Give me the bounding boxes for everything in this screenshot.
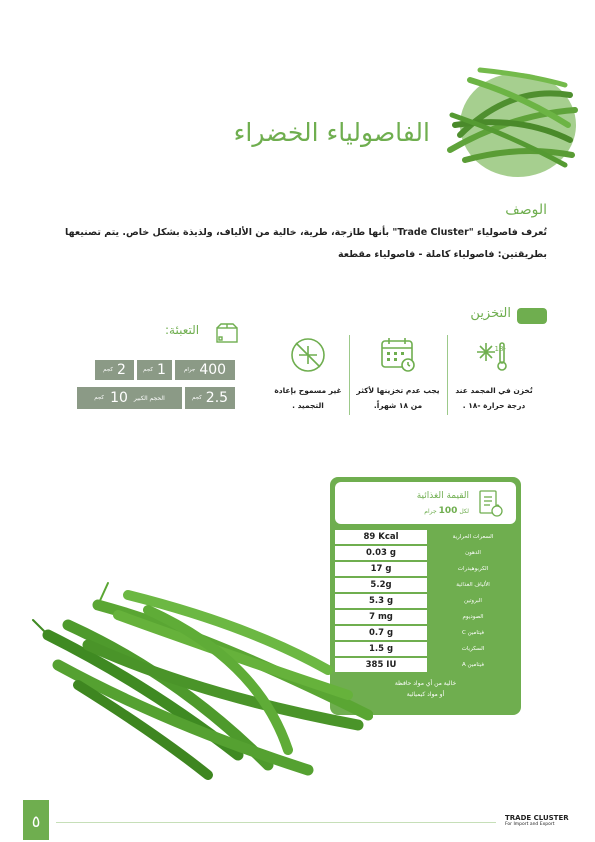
nutrition-row: 17 g الكربوهيدرات: [335, 562, 516, 576]
storage-caption-duration: يجب عدم تخزينها لأكثر من ١٨ شهراً.: [356, 386, 440, 410]
packaging-heading: التعبئة:: [165, 323, 200, 337]
storage-caption-freezer: تُخزن في المجمد عند درجة حرارة -١٨ .: [455, 386, 533, 410]
green-beans-photo-bottom: [28, 575, 373, 780]
freezer-icon: [472, 335, 516, 375]
footer-divider: [56, 822, 496, 823]
nutrition-list-icon: [478, 489, 504, 519]
storage-item-duration: [352, 335, 444, 413]
nutrition-row: 5.2g الألياف الغذائية: [335, 578, 516, 592]
storage-heading-label: التخزين: [470, 306, 511, 321]
brand-name: TRADE CLUSTER: [505, 814, 569, 822]
nutrition-row: 385 IU فيتامين A: [335, 658, 516, 672]
freezer-temp: -18: [494, 345, 506, 353]
storage-item-refreeze: [262, 335, 354, 413]
green-beans-photo-top: [440, 55, 580, 180]
page-number: ٥: [31, 812, 41, 831]
calendar-icon: [376, 335, 420, 375]
storage-badge: [517, 308, 547, 324]
nutrition-subtitle: لكل 100 جرام: [424, 506, 469, 516]
nutrition-header: [335, 482, 516, 524]
nutrition-row: 0.03 g الدهون: [335, 546, 516, 560]
pack-chip-2.5kg: 2.5 كجم: [185, 387, 235, 409]
brand-tagline: For Import and Export: [505, 822, 555, 827]
page-number-box: [23, 800, 49, 840]
storage-divider: [447, 335, 448, 415]
pack-chip-2kg: 2 كجم: [95, 360, 134, 380]
storage-caption-refreeze: غير مسموح بإعادة التجميد .: [274, 386, 342, 410]
page-title: الفاصولياء الخضراء: [233, 118, 430, 147]
no-refreeze-icon: [286, 335, 330, 375]
nutrition-row: 89 Kcal السعرات الحرارية: [335, 530, 516, 544]
nutrition-row: 0.7 g فيتامين C: [335, 626, 516, 640]
box-icon: [215, 322, 239, 344]
nutrition-row: 7 mg الصوديوم: [335, 610, 516, 624]
nutrition-title: القيمة الغذائية: [416, 491, 469, 501]
nutrition-footnote: خالية من أي مواد حافظة أو مواد كيميائية: [394, 680, 457, 698]
storage-heading: [417, 306, 547, 326]
storage-item-freezer: [448, 335, 540, 413]
pack-chip-400g: 400 جرام: [175, 360, 235, 380]
description-heading: الوصف: [505, 202, 547, 218]
pack-chip-1kg: 1 كجم: [137, 360, 172, 380]
nutrition-row: 5.3 g البروتين: [335, 594, 516, 608]
description-text: تُعرف فاصولياء "Trade Cluster" بأنها طازجة، طرية، خالية من الألياف، ولذيذة بشكل خاص. يتم تصنيعها بطريقتين: فاصولياء كاملة - فاصولياء مقطعة: [65, 227, 547, 260]
pack-chip-bulk-10kg: الحجم الكبير 10 كجم: [77, 387, 182, 409]
nutrition-row: 1.5 g السكريات: [335, 642, 516, 656]
